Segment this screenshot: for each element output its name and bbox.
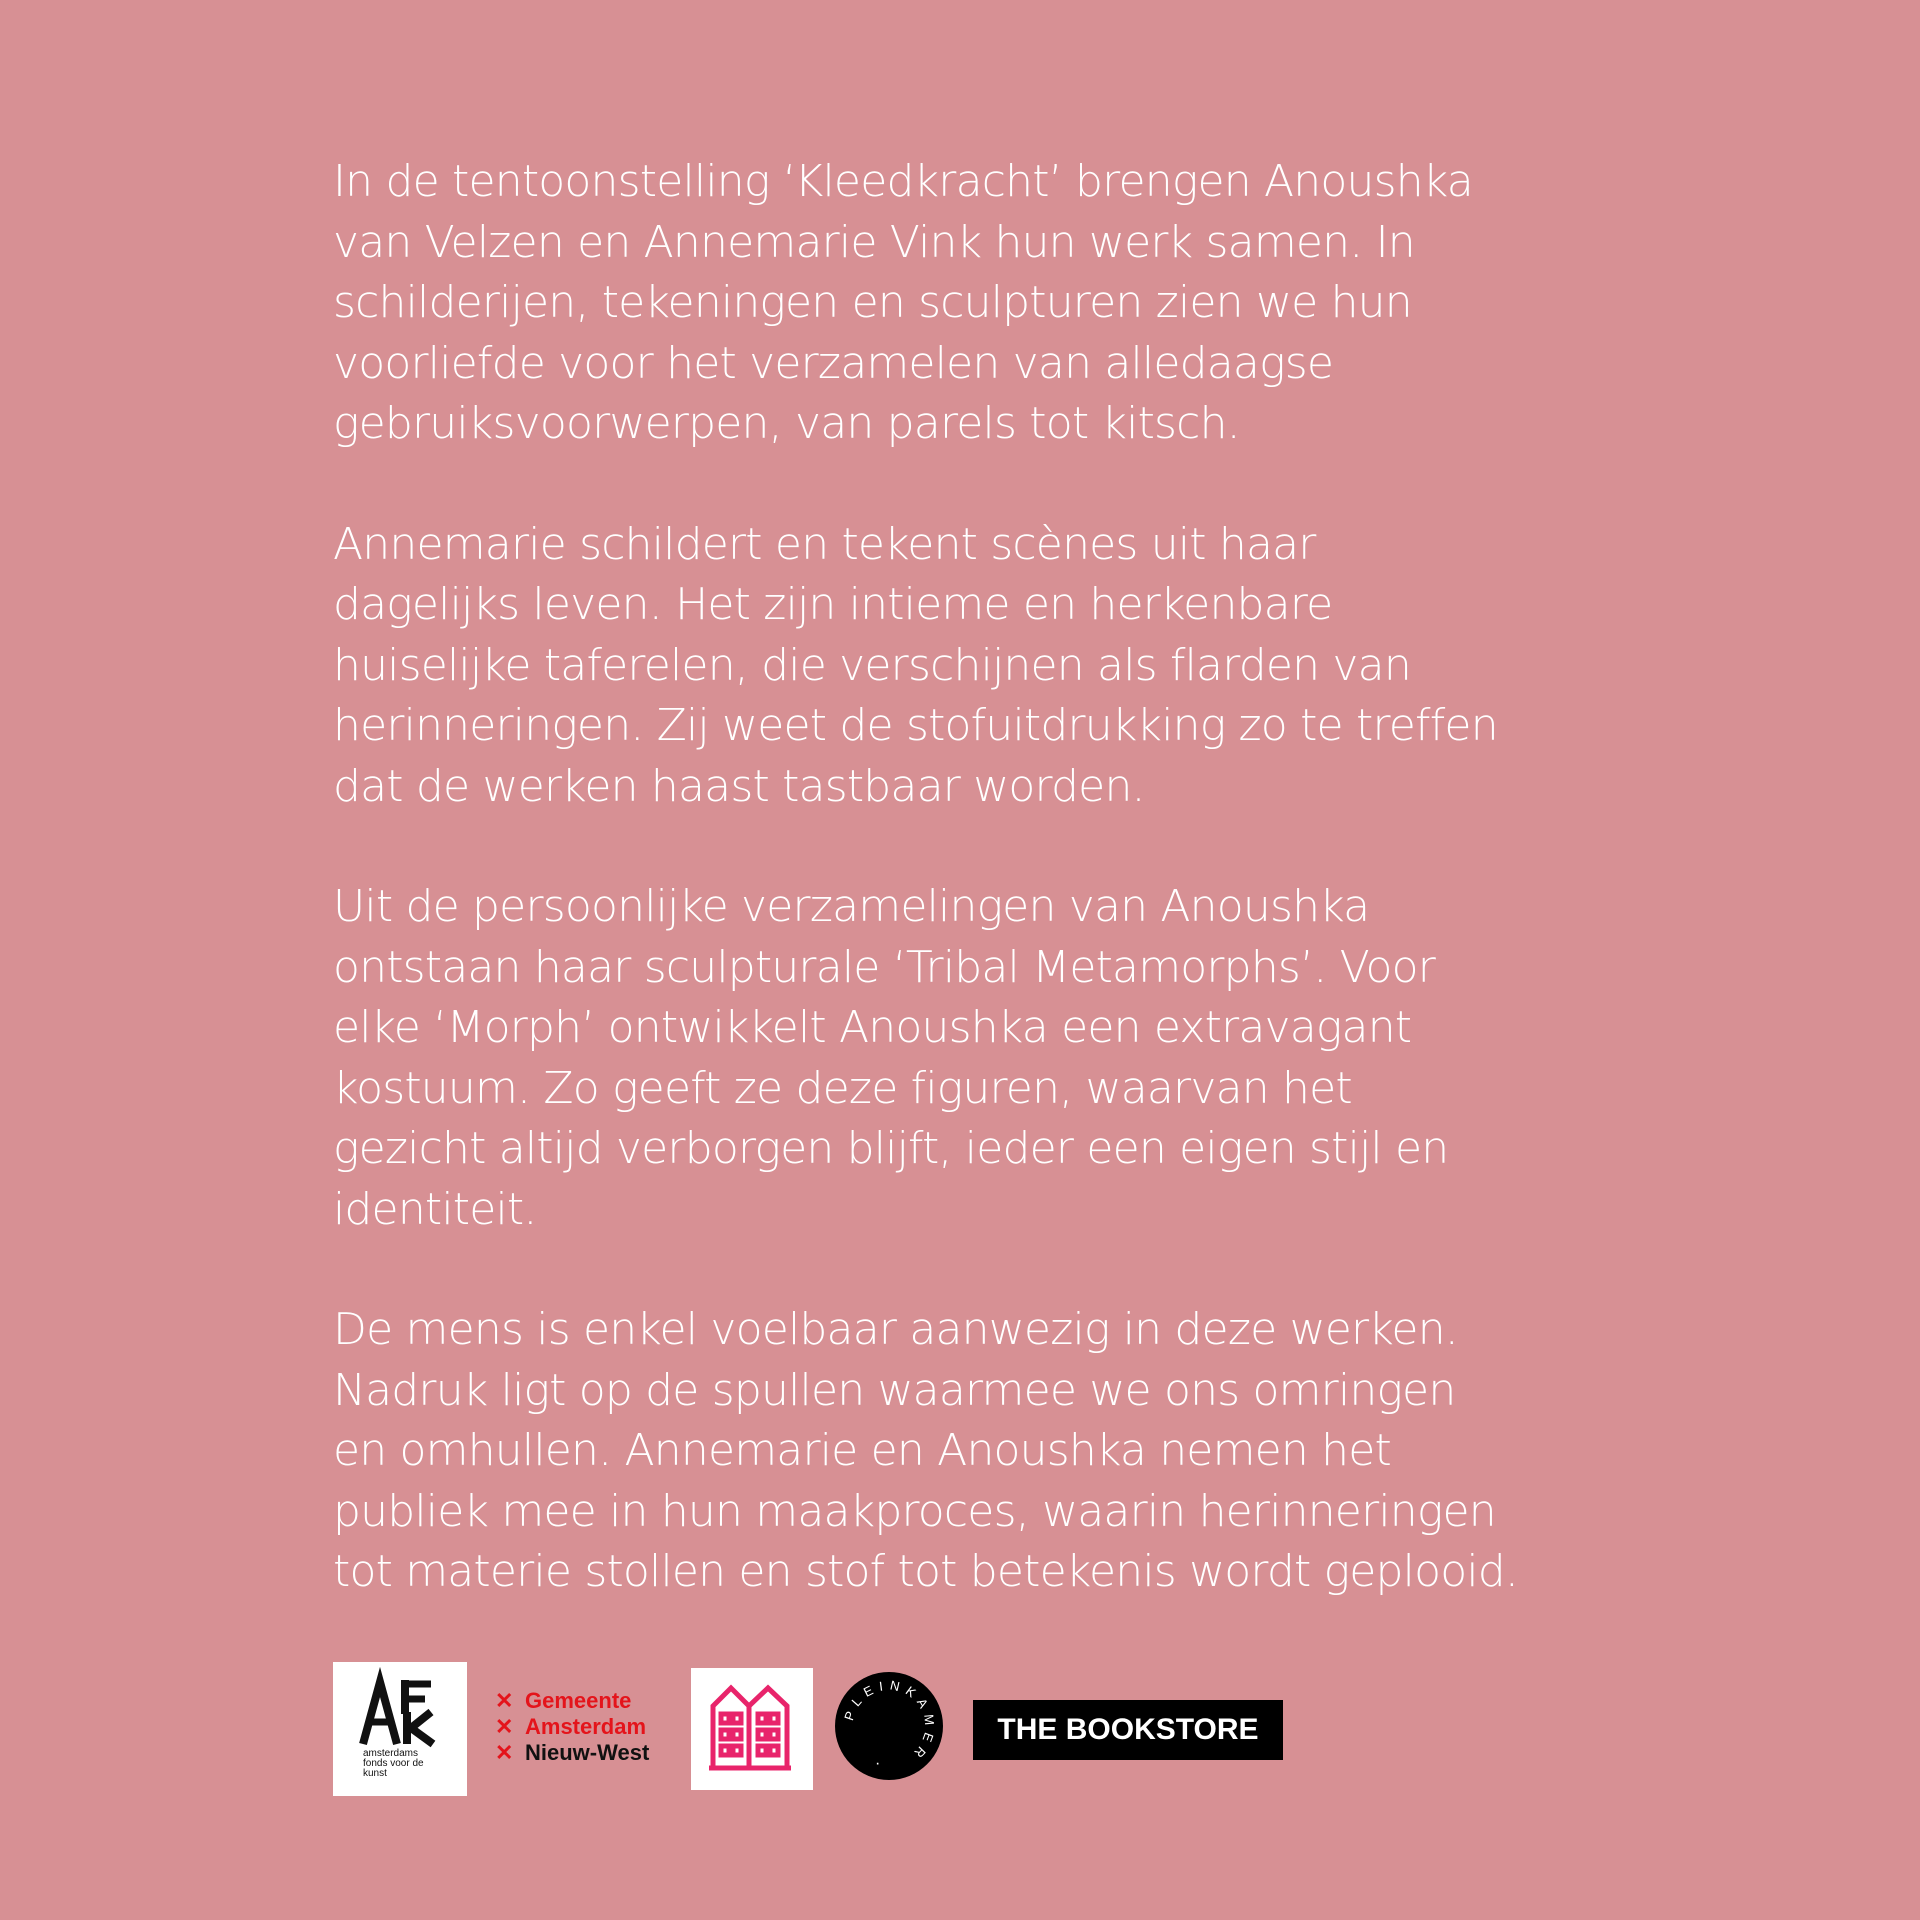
gemeente-line — [495, 1740, 665, 1766]
bookstore-logo: THE BOOKSTORE — [973, 1700, 1283, 1760]
text-line: kostuum. Zo geeft ze deze figuren, waarvan het — [333, 1062, 1352, 1114]
text-line: dagelijks leven. Het zijn intieme en herkenbare — [333, 579, 1333, 630]
text-line: Nadruk ligt op de spullen waarmee we ons omringen — [333, 1364, 1456, 1416]
text-line: dat de werken haast tastbaar worden. — [333, 760, 1145, 812]
text-line: elke ‘Morph’ ontwikkelt Anoushka een extravagant — [333, 1002, 1412, 1053]
gemeente-label: Nieuw-West — [525, 1740, 650, 1765]
pleinkamer-dot: · — [875, 1755, 881, 1772]
paragraph-closing — [333, 1300, 1603, 1603]
text-line: De mens is enkel voelbaar aanwezig in deze werken. — [333, 1304, 1458, 1355]
afk-caption-line: fonds voor de — [363, 1758, 424, 1769]
x-cross-icon: ✕ — [495, 1688, 514, 1713]
text-line: publiek mee in hun maakproces, waarin herinneringen — [333, 1485, 1496, 1537]
text-line: voorliefde voor het verzamelen van alledaagse — [333, 337, 1334, 389]
x-cross-icon: ✕ — [495, 1714, 514, 1739]
gemeente-line — [495, 1688, 665, 1714]
x-cross-icon: ✕ — [495, 1740, 514, 1765]
paragraph-anoushka — [333, 877, 1603, 1240]
text-line: Annemarie schildert en tekent scènes uit haar — [333, 518, 1316, 570]
text-line: tot materie stollen en stof tot betekenis wordt geplooid. — [333, 1546, 1519, 1597]
twin-house-icon — [691, 1668, 813, 1790]
afk-caption — [363, 1749, 463, 1779]
body-text — [333, 152, 1603, 1663]
paragraph-intro — [333, 152, 1603, 455]
text-line: In de tentoonstelling ‘Kleedkracht’ brengen Anoushka — [333, 156, 1473, 207]
text-line: ontstaan haar sculpturale ‘Tribal Metamorphs’. Voor — [333, 941, 1435, 993]
text-line: schilderijen, tekeningen en sculpturen zien we hun — [333, 277, 1412, 328]
sponsor-logos — [333, 1662, 1333, 1798]
gemeente-logo — [495, 1688, 665, 1766]
paragraph-annemarie — [333, 515, 1603, 818]
text-line: herinneringen. Zij weet de stofuitdrukking zo te treffen — [333, 700, 1498, 751]
house-logo — [691, 1668, 813, 1790]
afk-logo — [333, 1662, 467, 1796]
text-line: identiteit. — [333, 1183, 537, 1235]
pleinkamer-ring-text: PLEINKAMER — [841, 1677, 938, 1765]
afk-caption-line: kunst — [363, 1768, 387, 1779]
text-line: en omhullen. Annemarie en Anoushka nemen het — [333, 1425, 1391, 1476]
text-line: gezicht altijd verborgen blijft, ieder een eigen stijl en — [333, 1123, 1449, 1174]
text-line: gebruiksvoorwerpen, van parels tot kitsch. — [333, 398, 1240, 449]
gemeente-label: Amsterdam — [525, 1714, 647, 1739]
text-line: van Velzen en Annemarie Vink hun werk samen. In — [333, 216, 1415, 268]
gemeente-line — [495, 1714, 665, 1740]
afk-caption-line: amsterdams — [363, 1748, 419, 1759]
text-line: huiselijke taferelen, die verschijnen als flarden van — [333, 639, 1411, 691]
gemeente-label: Gemeente — [525, 1688, 632, 1713]
pleinkamer-badge-icon — [833, 1670, 945, 1782]
text-line: Uit de persoonlijke verzamelingen van Anoushka — [333, 881, 1370, 932]
pleinkamer-logo — [833, 1670, 945, 1782]
